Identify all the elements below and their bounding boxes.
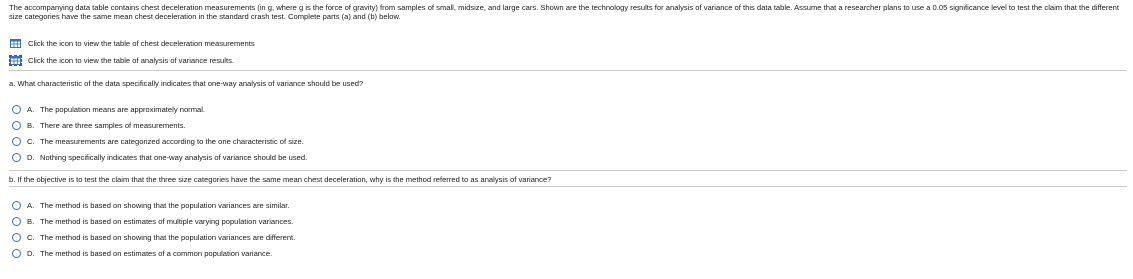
table-icon[interactable] bbox=[10, 56, 21, 65]
choice-b-option-c[interactable] bbox=[12, 232, 295, 242]
choice-a-option-a[interactable] bbox=[12, 104, 205, 114]
choice-a-option-d[interactable] bbox=[12, 152, 307, 162]
choice-a-option-b[interactable] bbox=[12, 120, 186, 130]
anova-results-table-link[interactable] bbox=[10, 55, 234, 65]
option-text: The method is based on showing that the population variances are different. bbox=[40, 232, 296, 242]
option-text: The measurements are categorized according to the one characteristic of size. bbox=[40, 136, 304, 146]
option-text: Nothing specifically indicates that one-way analysis of variance should be used. bbox=[40, 152, 308, 162]
table-link-label: Click the icon to view the table of chest deceleration measurements bbox=[28, 38, 255, 48]
choice-b-option-d[interactable] bbox=[12, 248, 272, 258]
choice-b-option-a[interactable] bbox=[12, 200, 289, 210]
radio-button[interactable] bbox=[12, 153, 21, 162]
chest-deceleration-table-link[interactable] bbox=[10, 38, 255, 48]
section-divider bbox=[9, 186, 1127, 187]
radio-button[interactable] bbox=[12, 217, 21, 226]
question-b: b. If the objective is to test the claim that the three size categories have the same mean chest deceleration, why is the method referred to as analysis of variance? bbox=[9, 175, 552, 184]
problem-intro: The accompanying data table contains chest deceleration measurements (in g, where g is the force of gravity) from samples of small, midsize, and large cars. Shown are the technology results for analysis of variance of this data table. Assume that a researcher plans to use a 0.05 significance level to test the claim that the different size categories have the same mean chest deceleration in the standard crash test. Complete parts (a) and (b) below. bbox=[9, 3, 1119, 21]
option-text: The method is based on showing that the population variances are similar. bbox=[40, 200, 290, 210]
radio-button[interactable] bbox=[12, 201, 21, 210]
option-letter: A. bbox=[27, 200, 35, 210]
question-a: a. What characteristic of the data specifically indicates that one-way analysis of variance should be used? bbox=[9, 79, 364, 88]
radio-button[interactable] bbox=[12, 121, 21, 130]
option-letter: D. bbox=[27, 248, 35, 258]
option-letter: D. bbox=[27, 152, 35, 162]
radio-button[interactable] bbox=[12, 137, 21, 146]
table-link-label: Click the icon to view the table of analysis of variance results. bbox=[28, 55, 234, 65]
option-text: The population means are approximately normal. bbox=[40, 104, 206, 114]
table-icon[interactable] bbox=[10, 39, 21, 48]
option-text: The method is based on estimates of a common population variance. bbox=[40, 248, 273, 258]
radio-button[interactable] bbox=[12, 105, 21, 114]
radio-button[interactable] bbox=[12, 233, 21, 242]
option-letter: C. bbox=[27, 136, 35, 146]
radio-button[interactable] bbox=[12, 249, 21, 258]
choice-a-option-c[interactable] bbox=[12, 136, 304, 146]
option-text: The method is based on estimates of multiple varying population variances. bbox=[40, 216, 294, 226]
option-letter: C. bbox=[27, 232, 35, 242]
section-divider bbox=[9, 70, 1127, 71]
option-letter: B. bbox=[27, 216, 35, 226]
option-letter: B. bbox=[27, 120, 35, 130]
option-text: There are three samples of measurements. bbox=[40, 120, 186, 130]
option-letter: A. bbox=[27, 104, 35, 114]
choice-b-option-b[interactable] bbox=[12, 216, 293, 226]
section-divider bbox=[9, 170, 1127, 171]
